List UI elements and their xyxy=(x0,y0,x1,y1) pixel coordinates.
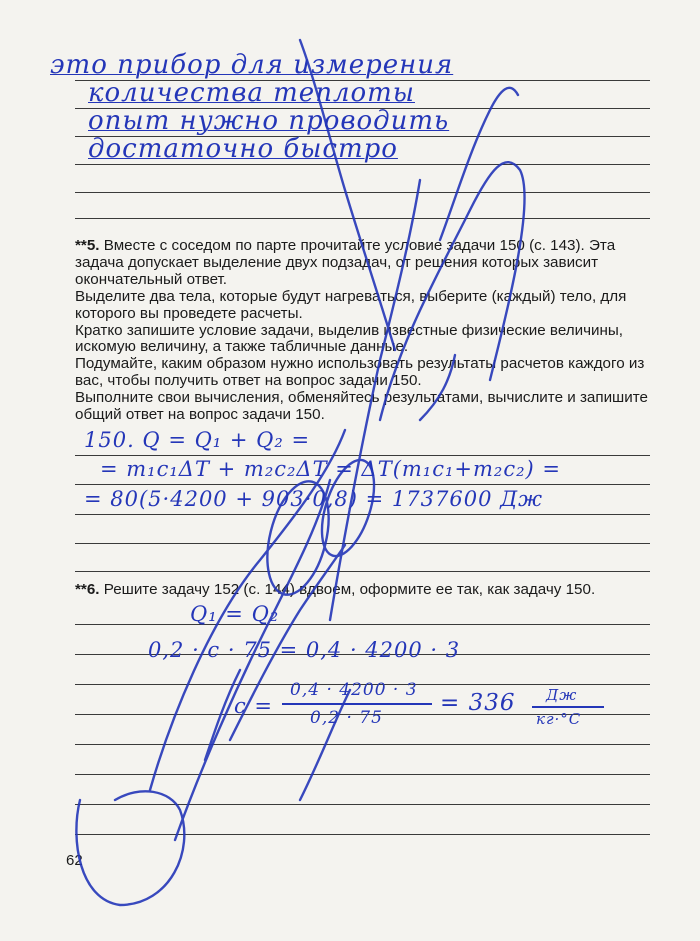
page-number: 62 xyxy=(66,852,83,869)
task-6 xyxy=(75,582,650,599)
ruled-line xyxy=(75,834,650,835)
ruled-line xyxy=(75,571,650,572)
ruled-line xyxy=(75,624,650,625)
task-5-paragraph: Выполните свои вычисления, обменяйтесь результатами, вычислите и запишите общий ответ на вопрос задачи 150. xyxy=(75,389,648,424)
handwritten-answer-line: это прибор для измерения xyxy=(50,50,454,80)
task-6-paragraph xyxy=(75,582,650,599)
task-5 xyxy=(75,238,650,424)
task-6-solution-line: Q₁ = Q₂ xyxy=(190,602,280,626)
task-5-paragraph: Кратко запишите условие задачи, выделив известные физические величины, искомую величину, а также табличные данные. xyxy=(75,321,624,356)
task-5-text: Вместе с соседом по парте прочитайте условие задачи 150 (с. 143). Эта задача допускает выделение двух подзадач, от решения которых зависит окончательный ответ. xyxy=(75,237,616,288)
task-6-fraction-denominator: 0,2 · 75 xyxy=(310,708,383,728)
task-5-number: **5. xyxy=(75,237,100,254)
ruled-line xyxy=(75,514,650,515)
task-5-solution-line: = m₁c₁ΔT + m₂c₂ΔT = ΔT(m₁c₁+m₂c₂) = xyxy=(100,457,561,481)
ruled-line xyxy=(75,543,650,544)
task-6-result: = 336 xyxy=(440,690,516,716)
ruled-line xyxy=(75,192,650,193)
task-6-text: Решите задачу 152 (с. 144) вдвоем, оформите ее так, как задачу 150. xyxy=(103,581,596,598)
task-6-fraction-bar xyxy=(282,703,432,705)
ruled-line xyxy=(75,164,650,165)
task-5-paragraph xyxy=(75,238,650,289)
task-5-solution-line: 150. Q = Q₁ + Q₂ = xyxy=(84,428,311,452)
ruled-line xyxy=(75,218,650,219)
ruled-line xyxy=(75,484,650,485)
task-5-solution-line: = 80(5·4200 + 903·0,8) = 1737600 Дж xyxy=(84,487,544,511)
ruled-line xyxy=(75,774,650,775)
task-6-solution-line: 0,2 · c · 75 = 0,4 · 4200 · 3 xyxy=(148,638,461,662)
task-5-paragraph: Выделите два тела, которые будут нагреваться, выберите (каждый) тело, для которого вы проведете расчеты. xyxy=(75,287,627,322)
task-6-number: **6. xyxy=(75,581,100,598)
task-6-unit-bar xyxy=(532,706,604,708)
ruled-line xyxy=(75,455,650,456)
scribble-loop xyxy=(76,791,184,905)
scribble-stroke xyxy=(300,690,350,800)
handwritten-answer-line: достаточно быстро xyxy=(88,134,398,164)
task-6-c-label: c = xyxy=(234,694,274,718)
ruled-line xyxy=(75,744,650,745)
task-6-unit-denominator: кг·°C xyxy=(536,710,582,728)
task-6-fraction-numerator: 0,4 · 4200 · 3 xyxy=(290,680,418,700)
handwritten-answer-line: опыт нужно проводить xyxy=(88,106,450,136)
task-5-paragraph: Подумайте, каким образом нужно использовать результаты расчетов каждого из вас, чтобы получить ответ на вопрос задачи 150. xyxy=(75,355,645,390)
ruled-line xyxy=(75,804,650,805)
handwritten-answer-line: количества теплоты xyxy=(88,78,415,108)
task-6-unit-numerator: Дж xyxy=(546,686,578,704)
